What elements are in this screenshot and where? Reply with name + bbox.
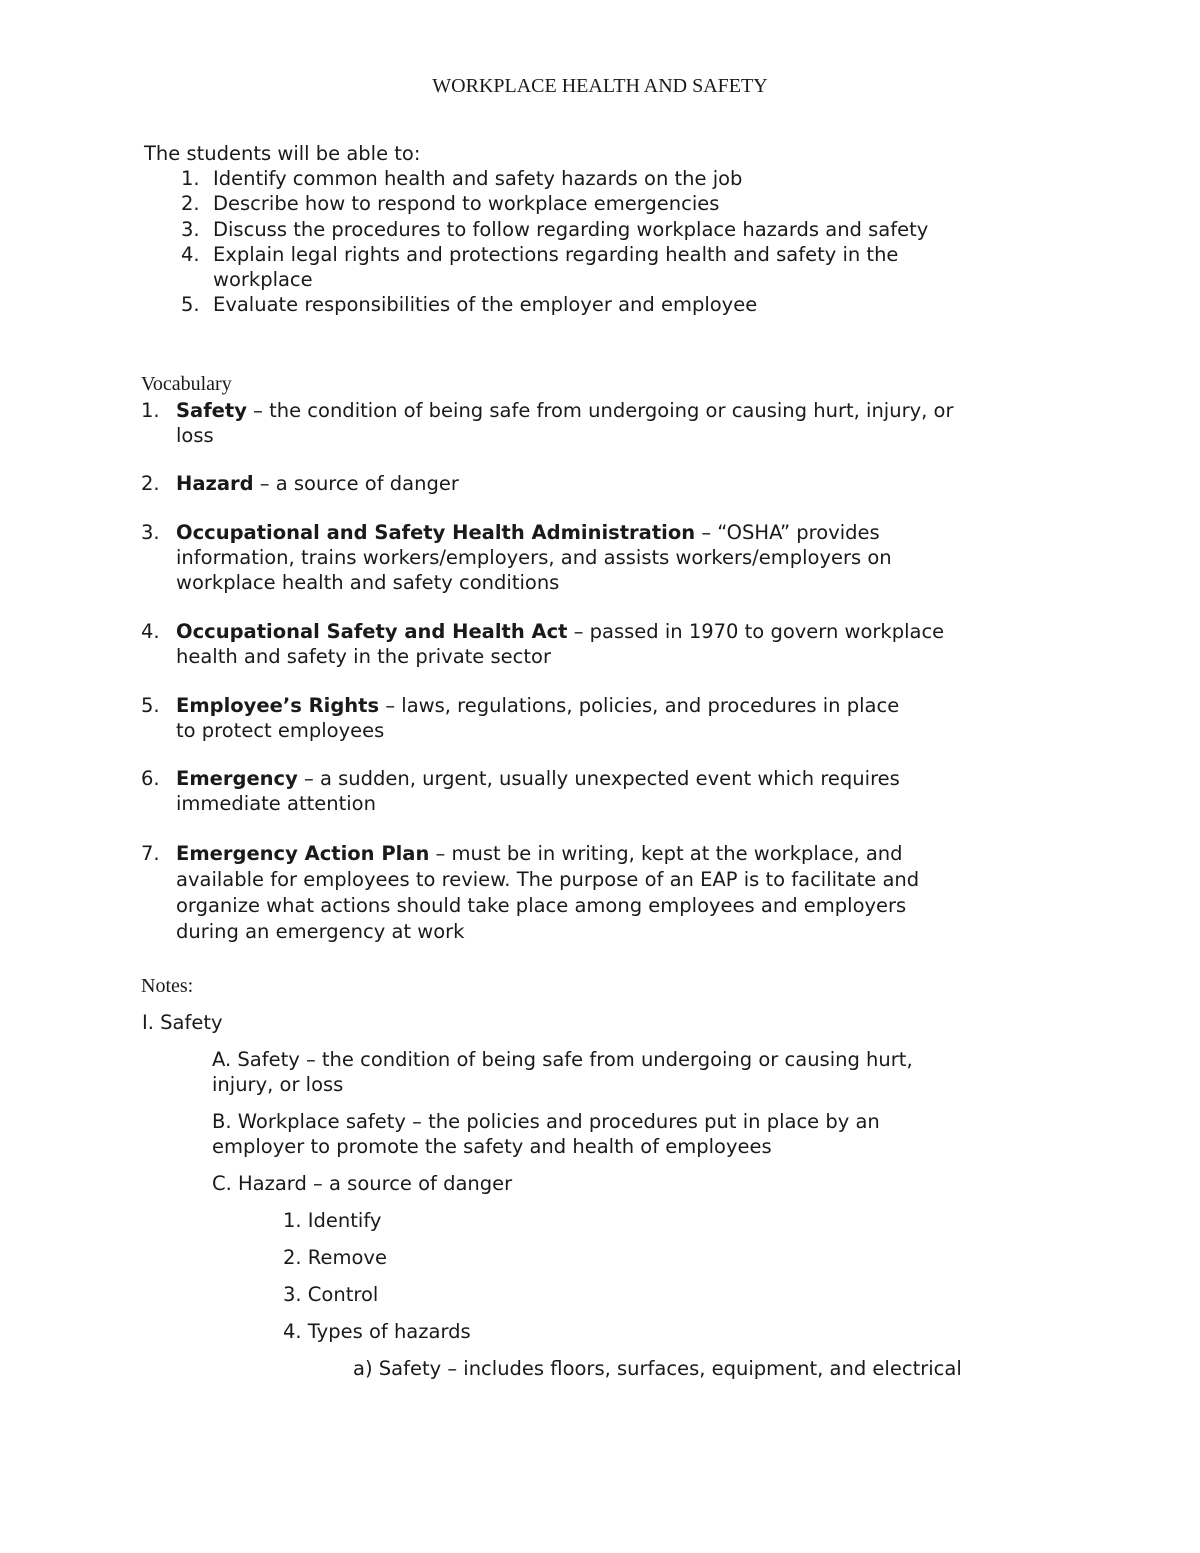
vocabulary-definition-continued: loss bbox=[176, 424, 214, 447]
document-title: WORKPLACE HEALTH AND SAFETY bbox=[432, 75, 768, 97]
vocabulary-definition: – a source of danger bbox=[253, 472, 459, 495]
vocabulary-term: Employee’s Rights bbox=[176, 694, 380, 717]
objective-number: 1. bbox=[181, 167, 200, 190]
vocabulary-term: Emergency Action Plan bbox=[176, 842, 430, 865]
objective-text: Identify common health and safety hazards on the job bbox=[213, 167, 743, 190]
objective-text: Describe how to respond to workplace emergencies bbox=[213, 192, 720, 215]
vocabulary-term: Emergency bbox=[176, 767, 298, 790]
objective-text: Explain legal rights and protections regarding health and safety in the bbox=[213, 243, 899, 266]
vocabulary-definition-continued: immediate attention bbox=[176, 792, 376, 815]
vocabulary-definition-continued: to protect employees bbox=[176, 719, 385, 742]
note-b: B. Workplace safety – the policies and procedures put in place by an bbox=[212, 1110, 880, 1133]
objective-number: 5. bbox=[181, 293, 200, 316]
vocabulary-number: 3. bbox=[141, 521, 160, 544]
vocabulary-definition: – must be in writing, kept at the workplace, and bbox=[429, 842, 903, 865]
vocabulary-term: Occupational and Safety Health Administration bbox=[176, 521, 696, 544]
note-a: A. Safety – the condition of being safe from undergoing or causing hurt, bbox=[212, 1048, 913, 1071]
vocabulary-number: 4. bbox=[141, 620, 160, 643]
vocabulary-definition: – the condition of being safe from undergoing or causing hurt, injury, or bbox=[246, 399, 954, 422]
vocabulary-term: Hazard bbox=[176, 472, 254, 495]
vocabulary-number: 1. bbox=[141, 399, 160, 422]
vocabulary-number: 7. bbox=[141, 842, 160, 865]
objective-text: Discuss the procedures to follow regarding workplace hazards and safety bbox=[213, 218, 929, 241]
vocabulary-definition-continued: information, trains workers/employers, and assists workers/employers on bbox=[176, 546, 892, 569]
hazard-step: 1. Identify bbox=[283, 1209, 382, 1232]
vocabulary-line bbox=[176, 694, 899, 717]
objective-text: Evaluate responsibilities of the employer and employee bbox=[213, 293, 758, 316]
vocabulary-term: Safety bbox=[176, 399, 247, 422]
note-b-continued: employer to promote the safety and health of employees bbox=[212, 1135, 772, 1158]
vocabulary-line bbox=[176, 620, 944, 643]
notes-section-title: I. Safety bbox=[142, 1011, 223, 1034]
vocabulary-number: 2. bbox=[141, 472, 160, 495]
objective-number: 3. bbox=[181, 218, 200, 241]
vocabulary-term: Occupational Safety and Health Act bbox=[176, 620, 568, 643]
vocabulary-definition-continued: workplace health and safety conditions bbox=[176, 571, 560, 594]
objective-number: 4. bbox=[181, 243, 200, 266]
note-c: C. Hazard – a source of danger bbox=[212, 1172, 513, 1195]
vocabulary-definition-continued: health and safety in the private sector bbox=[176, 645, 551, 668]
vocabulary-number: 6. bbox=[141, 767, 160, 790]
vocabulary-definition-continued: available for employees to review. The purpose of an EAP is to facilitate and bbox=[176, 868, 920, 891]
vocabulary-definition: – “OSHA” provides bbox=[695, 521, 880, 544]
vocabulary-definition: – passed in 1970 to govern workplace bbox=[567, 620, 945, 643]
objectives-intro: The students will be able to: bbox=[144, 142, 421, 165]
objective-text-continued: workplace bbox=[213, 268, 313, 291]
hazard-step: 3. Control bbox=[283, 1283, 379, 1306]
objective-number: 2. bbox=[181, 192, 200, 215]
vocabulary-definition-continued: organize what actions should take place among employees and employers bbox=[176, 894, 907, 917]
vocabulary-definition-continued: during an emergency at work bbox=[176, 920, 465, 943]
vocabulary-number: 5. bbox=[141, 694, 160, 717]
note-a-continued: injury, or loss bbox=[212, 1073, 344, 1096]
hazard-type-a: a) Safety – includes floors, surfaces, equipment, and electrical bbox=[353, 1357, 962, 1380]
hazard-step: 2. Remove bbox=[283, 1246, 387, 1269]
hazard-step: 4. Types of hazards bbox=[283, 1320, 471, 1343]
vocabulary-definition: – laws, regulations, policies, and procedures in place bbox=[379, 694, 900, 717]
vocabulary-heading: Vocabulary bbox=[141, 373, 232, 395]
vocabulary-line bbox=[176, 521, 880, 544]
vocabulary-line bbox=[176, 767, 900, 790]
notes-heading: Notes: bbox=[141, 975, 194, 997]
vocabulary-line bbox=[176, 842, 903, 865]
vocabulary-line bbox=[176, 399, 953, 422]
vocabulary-line bbox=[176, 472, 459, 495]
vocabulary-definition: – a sudden, urgent, usually unexpected event which requires bbox=[297, 767, 900, 790]
